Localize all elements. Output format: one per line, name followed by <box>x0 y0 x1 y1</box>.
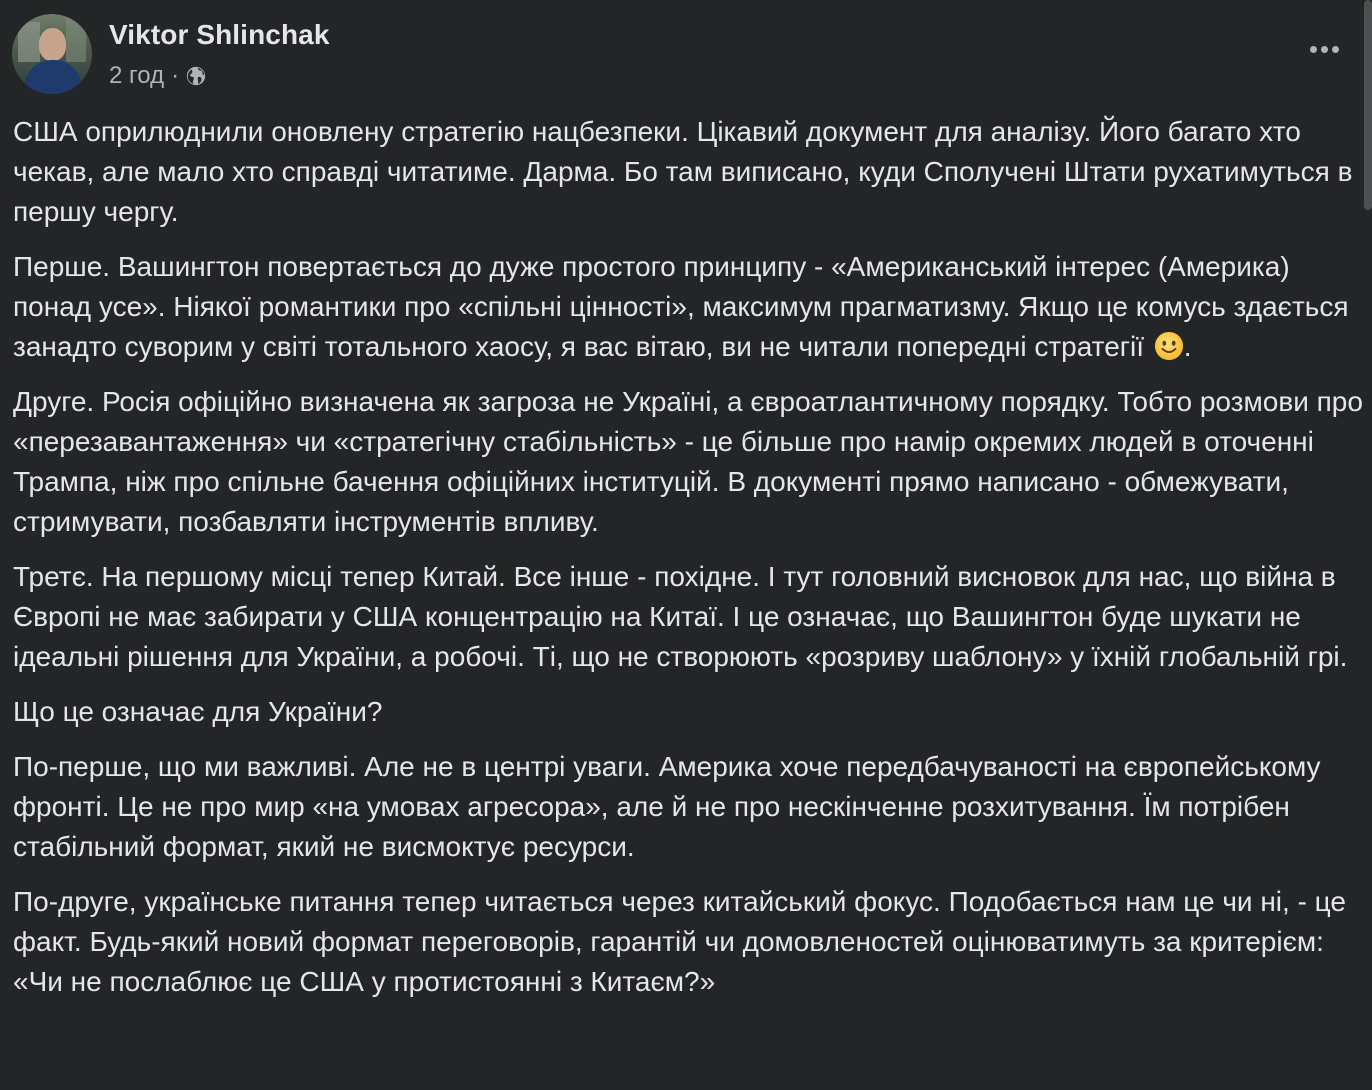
post-header <box>12 12 1352 92</box>
post-paragraph <box>13 247 1363 367</box>
post-paragraph: По-друге, українське питання тепер читається через китайський фокус. Подобається нам це чи ні, - це факт. Будь-який новий формат переговорів, гарантій чи домовленостей оцінюватимуть за критерієм: «Чи не послаблює це США у протистоянні з Китаєм?» <box>13 886 1346 997</box>
avatar-background-right <box>66 18 86 62</box>
scrollbar[interactable] <box>1364 0 1372 210</box>
post-paragraph-suffix: . <box>1183 331 1192 362</box>
more-options-icon[interactable] <box>1304 34 1344 64</box>
avatar-body <box>24 60 82 94</box>
post-paragraph-text: Перше. Вашингтон повертається до дуже простого принципу - «Американський інтерес (Америка) понад усе». Ніякої романтики про «спільні цінності», максимум прагматизму. Якщо це комусь здається занадто суворим у світі тотального хаосу, я вас вітаю, ви не читали попередні стратегії <box>13 251 1349 362</box>
globe-icon[interactable] <box>185 65 207 87</box>
post-paragraph: Друге. Росія офіційно визначена як загроза не Україні, а євроатлантичному порядку. Тобто розмови про «перезавантаження» чи «стратегічну стабільність» - це більше про намір окремих людей в оточенні Трампа, ніж про спільне бачення офіційних інституцій. В документі прямо написано - обмежувати, стримувати, позбавляти інструментів впливу. <box>13 386 1363 537</box>
post-paragraph: Третє. На першому місці тепер Китай. Все інше - похідне. І тут головний висновок для нас, що війна в Європі не має забирати у США концентрацію на Китаї. І це означає, що Вашингтон буде шукати не ідеальні рішення для України, а робочі. Ті, що не створюють «розриву шаблону» у їхній глобальній грі. <box>13 561 1348 672</box>
more-dot <box>1332 46 1339 53</box>
post-paragraph: США оприлюднили оновлену стратегію нацбезпеки. Цікавий документ для аналізу. Його багато хто чекав, але мало хто справді читатиме. Дарма. Бо там виписано, куди Сполучені Штати рухатимуться в першу чергу. <box>13 116 1353 227</box>
post-meta <box>109 62 207 90</box>
post-text <box>13 112 1363 1017</box>
post-time[interactable]: 2 год <box>109 62 165 89</box>
avatar-background <box>18 22 40 62</box>
more-dot <box>1321 46 1328 53</box>
more-dot <box>1310 46 1317 53</box>
author-avatar[interactable] <box>12 14 92 94</box>
meta-separator: · <box>171 62 180 89</box>
smiling-face-emoji-icon <box>1154 331 1184 361</box>
avatar-head <box>39 28 66 61</box>
post-paragraph: По-перше, що ми важливі. Але не в центрі уваги. Америка хоче передбачуваності на європейському фронті. Це не про мир «на умовах агресора», але й не про нескінченне розхитування. Їм потрібен стабільний формат, який не висмоктує ресурси. <box>13 751 1321 862</box>
author-name[interactable]: Viktor Shlinchak <box>109 19 330 50</box>
post-paragraph: Що це означає для України? <box>13 696 383 727</box>
